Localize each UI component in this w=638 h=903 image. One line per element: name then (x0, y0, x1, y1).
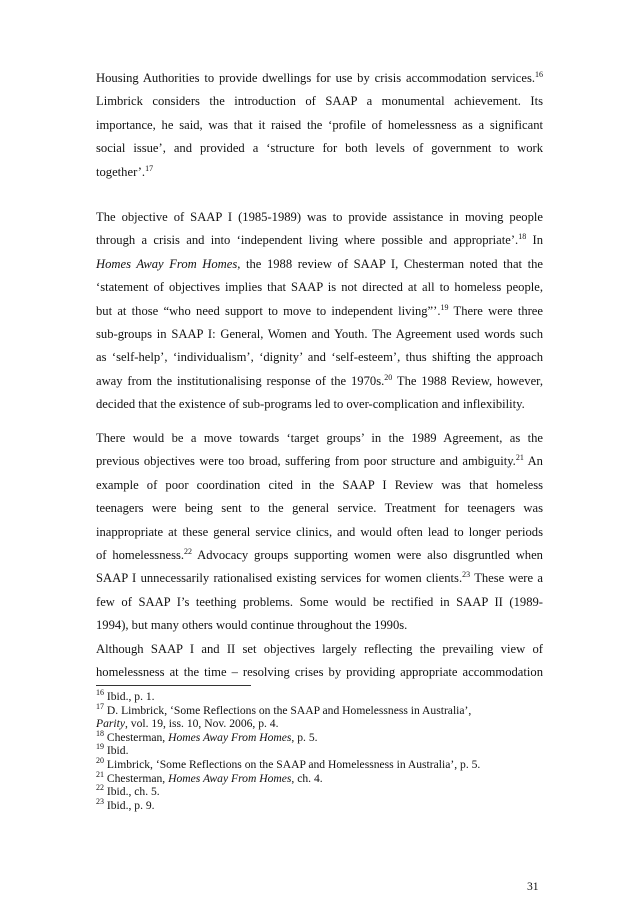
text-line: as ‘self-help’, ‘individualism’, ‘dignity’ and ‘self-esteem’, thus shifting the approach (96, 350, 543, 365)
footnote-text: Chesterman, (104, 771, 169, 785)
footnote-text: Ibid. (104, 744, 129, 758)
text-line: homelessness at the time – resolving crises by providing appropriate accommodation (96, 665, 543, 680)
text: SAAP I unnecessarily rationalised existing services for women clients. (96, 571, 463, 586)
text-line (96, 137, 543, 160)
footnote-number: 20 (96, 756, 104, 766)
text-line (96, 253, 543, 276)
italic-title: Homes Away From Homes (168, 771, 292, 785)
italic-title: Homes Away From Homes (96, 256, 238, 271)
text: away from the institutionalising response of the 1970s. (96, 373, 385, 388)
footnote-text: , p. 5. (291, 730, 318, 744)
footnote-ref: 19 (440, 302, 449, 312)
text: together’. (96, 164, 146, 179)
text-line (96, 114, 543, 137)
text-line: Although SAAP I and II set objectives largely reflecting the prevailing view of (96, 641, 543, 656)
text-line (96, 450, 543, 473)
text: An (523, 454, 543, 469)
text-line: 1994), but many others would continue throughout the 1990s. (96, 618, 408, 633)
footnote-text: , vol. 19, iss. 10, Nov. 2006, p. 4. (124, 717, 279, 731)
text: , the 1988 review of SAAP I, Chesterman noted that the (237, 256, 543, 271)
paragraph-3 (96, 427, 543, 684)
footnote-number: 21 (96, 769, 104, 779)
text-line: inappropriate at these general service clinics, and would often lead to longer periods (96, 524, 543, 539)
footnote-number: 22 (96, 783, 104, 793)
footnote-text: Ibid., p. 9. (104, 798, 155, 812)
text: Housing Authorities to provide dwellings for use by crisis accommodation services. (96, 71, 535, 85)
text-line (96, 229, 543, 252)
footnote-23 (96, 796, 543, 813)
text-line: The objective of SAAP I (1985-1989) was to provide assistance in moving people (96, 210, 543, 224)
footnote-number: 18 (96, 728, 104, 738)
footnote-text: Ibid., ch. 5. (104, 785, 160, 799)
footnote-number: 17 (96, 701, 104, 711)
footnote-text: Ibid., p. 1. (104, 690, 155, 703)
text-line (96, 370, 543, 393)
footnote-21 (96, 769, 543, 786)
text-line: teenagers were being sent to the general service. Treatment for teenagers was (96, 501, 543, 516)
text: There were three (448, 303, 543, 318)
text: In (526, 233, 543, 248)
footnote-17-cont (96, 717, 543, 731)
footnote-ref: 16 (535, 69, 543, 79)
text: Limbrick considers the introduction of SAAP a monumental achievement. Its (96, 94, 543, 109)
text-line: example of poor coordination cited in the SAAP I Review was that homeless (96, 477, 543, 492)
footnote-ref: 17 (145, 163, 154, 173)
italic-title: Homes Away From Homes (168, 730, 292, 744)
footnote-19 (96, 744, 543, 758)
footnote-17 (96, 701, 543, 718)
paragraph-1 (96, 67, 543, 184)
text: Advocacy groups supporting women were also disgruntled when (192, 548, 543, 563)
text-line: few of SAAP I’s teething problems. Some would be rectified in SAAP II (1989- (96, 594, 543, 609)
text: but at those “who need support to move to independent living”’. (96, 303, 441, 318)
text-line (96, 300, 543, 323)
footnote-ref: 22 (184, 546, 193, 556)
footnote-ref: 21 (515, 453, 524, 463)
footnote-text: , ch. 4. (291, 771, 323, 785)
text: importance, he said, was that it raised the ‘profile of homelessness as a significant (96, 117, 543, 132)
text: These were a (470, 571, 543, 586)
text: The 1988 Review, however, (392, 373, 543, 388)
footnote-separator (96, 685, 251, 686)
footnote-number: 19 (96, 742, 104, 752)
text-line: decided that the existence of sub-programs led to over-complication and inflexibility. (96, 397, 525, 412)
text: social issue’, and provided a ‘structure for both levels of government to work (96, 141, 543, 156)
text-line (96, 567, 543, 590)
text: through a crisis and into ‘independent living where possible and appropriate’. (96, 233, 519, 248)
text-line: ‘statement of objectives implies that SAAP is not directed at all to homeless people, (96, 280, 543, 295)
italic-title: Parity (96, 717, 125, 731)
footnote-ref: 20 (384, 372, 393, 382)
text-line (96, 90, 543, 113)
footnote-text: Chesterman, (104, 730, 169, 744)
footnote-text: Limbrick, ‘Some Reflections on the SAAP and Homelessness in Australia’, p. 5. (104, 757, 481, 771)
footnotes (96, 690, 543, 812)
text-line: sub-groups in SAAP I: General, Women and Youth. The Agreement used words such (96, 327, 543, 342)
text-line: There would be a move towards ‘target groups’ in the 1989 Agreement, as the (96, 431, 543, 445)
text: previous objectives were too broad, suffering from poor structure and ambiguity. (96, 454, 516, 469)
text-line (96, 67, 543, 90)
paragraph-2 (96, 206, 543, 417)
footnote-number: 23 (96, 796, 104, 806)
footnote-20 (96, 758, 543, 772)
footnote-text: D. Limbrick, ‘Some Reflections on the SAAP and Homelessness in Australia’, (104, 703, 472, 717)
text-line (96, 161, 543, 184)
text-line (96, 544, 543, 567)
footnote-number: 16 (96, 688, 104, 698)
page-number: 31 (527, 880, 539, 893)
footnote-16 (96, 690, 543, 704)
text: of homelessness. (96, 548, 185, 563)
footnote-ref: 23 (462, 570, 471, 580)
footnote-22 (96, 785, 543, 799)
footnote-ref: 18 (518, 232, 527, 242)
footnote-18 (96, 728, 543, 745)
